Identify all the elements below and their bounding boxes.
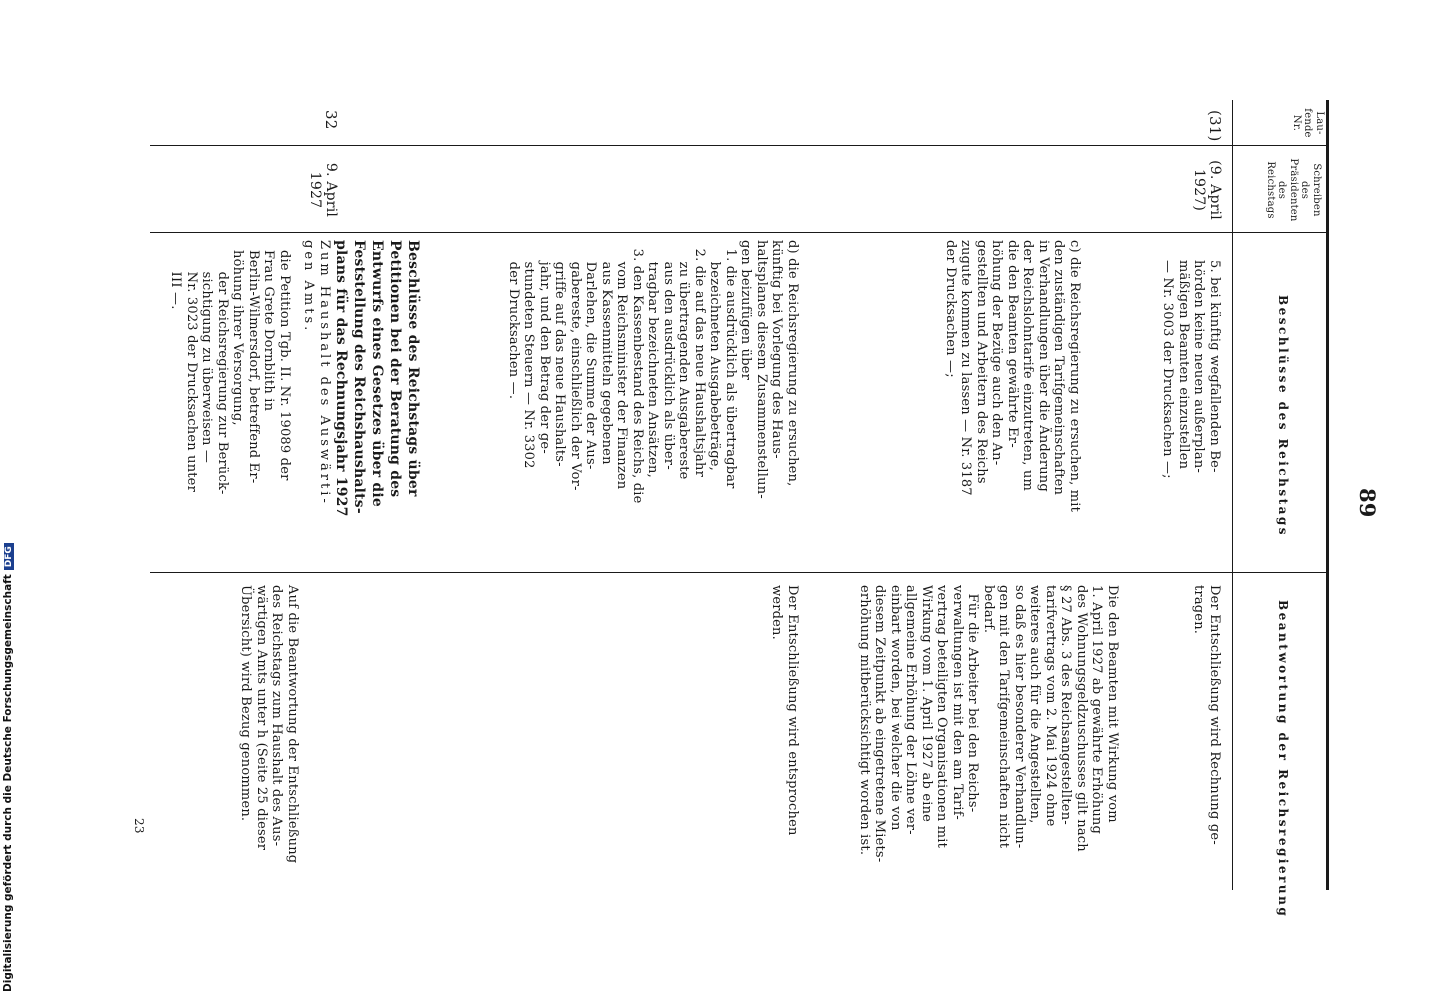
entry-31-answer-head-text: Der Entschließung wird Rechnung ge- tragen. bbox=[1191, 585, 1222, 845]
header-resolution-cell bbox=[1275, 295, 1291, 537]
entry-32-answer-text: Auf die Beantwortung der Entschließung des Reichstags zum Haushalt des Aus- wärtigen Amts unter h (Seite 25 dieser Übersicht) wird Bezug genommen. bbox=[238, 585, 300, 864]
entry-32-body bbox=[168, 250, 292, 570]
header-sep-res bbox=[1232, 572, 1328, 573]
body-sep-date bbox=[150, 232, 1232, 233]
entry-31-item5-text: 5. bei künftig wegfallenden Be- hörden keine neuen außerplan- mäßigen Beamten einzustellen — Nr. 3003 der Drucksachen —; bbox=[1160, 260, 1222, 479]
entry-31-answer-d bbox=[769, 585, 800, 905]
entry-31-answer-c-text: Die den Beamten mit Wirkung vom 1. April 1927 ab gewährte Erhöhung des Wohnungsgeldzuschusses gilt nach § 27 Abs. 3 des Reichsangestellten- tarifvertrags vom 2. Mai 1924 ohne weiteres auch für die Angestellten, so daß es hier besonderer Verhandlun- gen mit den Tarifgemeinschaften nicht bedarf. Für die Arbeiter bei den Reichs- verwaltungen ist mit den am Tarif- vertrag beteiligten Organisationen mit Wirkung vom 1. April 1927 ab eine allgemeine Erhöhung der Löhne ver- einbart worden, bei welcher die von diesem Zeitpunkt ab eingetretene Miets- erhöhung mitberücksichtigt worden ist. bbox=[857, 585, 1120, 863]
entry-31-item5 bbox=[1160, 260, 1222, 560]
entry-32-title bbox=[332, 240, 422, 570]
header-answer-label: Beantwortung der Reichsregierung bbox=[1276, 600, 1290, 919]
entry-31-answer-d-text: Der Entschließung wird entsprochen werden. bbox=[769, 585, 800, 836]
footer-credit bbox=[2, 543, 14, 992]
entry-31-item-c bbox=[943, 240, 1083, 560]
entry-32-nr-text: 32 bbox=[322, 110, 340, 130]
entry-32-subtitle-text: Zum Haushalt des Auswärti- gen Amts. bbox=[301, 240, 332, 506]
entry-32-subtitle bbox=[301, 240, 332, 570]
header-date-cell bbox=[1265, 150, 1323, 230]
page-number-label: 89 bbox=[1355, 488, 1380, 518]
header-nr-label: Lau- fende Nr. bbox=[1291, 108, 1325, 138]
header-body-rule bbox=[1232, 100, 1233, 890]
page-number-cell bbox=[1355, 488, 1380, 518]
entry-31-nr-text: (31) bbox=[1206, 110, 1224, 142]
body-sep-nr bbox=[150, 145, 1232, 146]
header-resolution-label: Beschlüsse des Reichstags bbox=[1276, 295, 1290, 538]
header-sep-nr bbox=[1232, 145, 1328, 146]
entry-31-item-d-text: d) die Reichsregierung zu ersuchen, künftig bei Vorlegung des Haus- haltsplanes diesem Zusammenstellun- gen beizufügen über 1. die ausdrücklich als übertragbar bezeichneten Ausgabebeträge, 2. die auf das neue Haushaltsjahr zu übertragenden Ausgabereste aus den ausdrücklich als über- tragbar bezeichneten Ansätzen, 3. den Kassenbestand des Reichs, die vom Reichsminister der Finanzen aus Kassenmitteln gegebenen Darlehen, die Summe der Aus- gabereste, einschließlich der Vor- griffe auf das neue Haushalts- jahr, und den Betrag der ge- stundeten Steuern — Nr. 3302 der Drucksachen —. bbox=[506, 240, 800, 504]
entry-32-body-text: die Petition Tgb. II. Nr. 19089 der Frau Grete Dornblith in Berlin-Wilmersdorf, betreffend Er- höhung ihrer Versorgung, der Reichsregierung zur Berück- sichtigung zu überweisen — Nr. 3023 der Drucksachen unter III —. bbox=[168, 250, 292, 495]
header-date-label: Schreiben des Präsidenten des Reichstags bbox=[1265, 158, 1322, 222]
entry-32-title-text: Beschlüsse des Reichstags über Petitionen bei der Beratung des Entwurfs eines Gesetzes über die Feststellung des Reichshaushalts- plans für das Rechnungsjahr 1927 bbox=[333, 240, 421, 517]
entry-31-answer-head bbox=[1191, 585, 1222, 905]
entry-32-date-text: 9. April 1927 bbox=[307, 162, 339, 218]
entry-32-nr bbox=[323, 110, 339, 130]
entry-32-date bbox=[307, 155, 338, 225]
footer-credit-text: Digitalisierung gefördert durch die Deutsche Forschungsgemeinschaft bbox=[2, 574, 14, 992]
entry-31-date bbox=[1191, 155, 1222, 225]
entry-31-nr bbox=[1207, 110, 1223, 142]
dfg-logo: DFG bbox=[4, 543, 14, 570]
header-nr-cell bbox=[1291, 102, 1326, 144]
sheet-number-text: 23 bbox=[132, 818, 146, 834]
entry-31-item-d bbox=[506, 240, 801, 560]
entry-31-answer-c bbox=[857, 585, 1121, 905]
entry-32-answer bbox=[238, 585, 300, 905]
digitization-footer bbox=[0, 0, 20, 1000]
entry-31-item-c-text: c) die Reichsregierung zu ersuchen, mit den zuständigen Tarifgemeinschaften in Verhandlungen über die Änderung der Reichslohntarife einzutreten, um die den Beamten gewährte Er- höhung der Bezüge auch den An- gestellten und Arbeitern des Reichs zugute kommen zu lassen — Nr. 3187 der Drucksachen —; bbox=[943, 240, 1082, 513]
header-sep-date bbox=[1232, 232, 1328, 233]
sheet-number bbox=[131, 818, 147, 834]
page-top-rule bbox=[1326, 100, 1329, 890]
body-sep-res bbox=[150, 572, 1232, 573]
header-answer-cell bbox=[1275, 600, 1291, 918]
entry-31-date-text: (9. April 1927) bbox=[1191, 160, 1223, 220]
